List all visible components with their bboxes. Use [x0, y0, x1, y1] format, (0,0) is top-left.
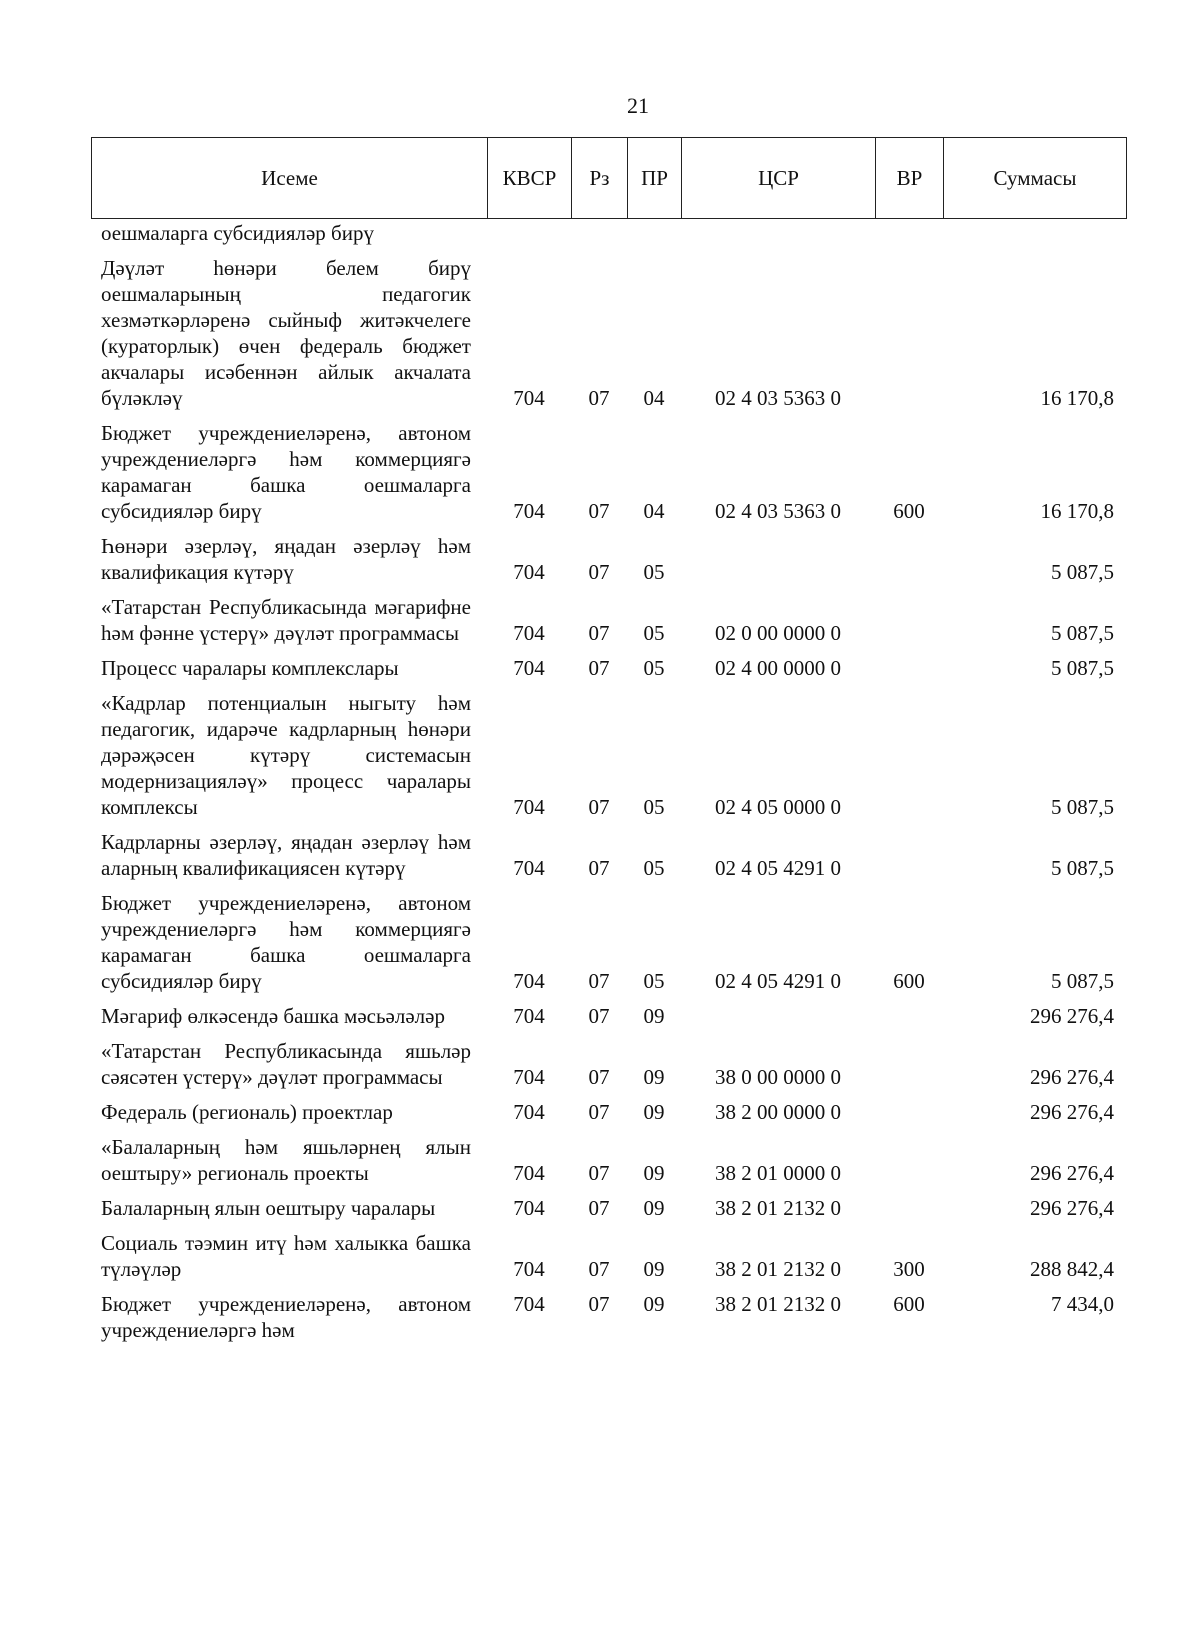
table-row	[91, 255, 1126, 411]
header-pr: ПР	[628, 138, 682, 219]
cell-name: Кадрларны әзерләү, яңадан әзерләү һәм аларның квалификациясен күтәрү	[101, 830, 471, 880]
cell-name: «Татарстан Республикасында яшьләр сәясәтен үстерү» дәүләт программасы	[101, 1039, 471, 1089]
cell-sum: 5 087,5	[1051, 656, 1114, 680]
cell-csr: 38 0 00 0000 0	[715, 1065, 841, 1089]
cell-kvsr: 704	[513, 969, 545, 993]
cell-csr: 02 4 00 0000 0	[715, 656, 841, 680]
cell-pr: 04	[643, 386, 665, 410]
cell-pr: 09	[643, 1065, 665, 1089]
cell-name: Мәгариф өлкәсендә башка мәсьәләләр	[101, 1004, 445, 1028]
cell-pr: 05	[643, 969, 665, 993]
cell-csr: 02 4 05 0000 0	[715, 795, 841, 819]
header-sum: Суммасы	[944, 138, 1127, 219]
table-row	[91, 890, 1126, 994]
cell-rz: 07	[588, 621, 610, 645]
header-vr: ВР	[876, 138, 944, 219]
cell-kvsr: 704	[513, 1292, 545, 1316]
cell-pr: 05	[643, 656, 665, 680]
table-row	[91, 1003, 1126, 1029]
table-row	[91, 1134, 1126, 1186]
header-rz: Рз	[572, 138, 628, 219]
cell-vr: 600	[893, 499, 925, 523]
cell-rz: 07	[588, 1100, 610, 1124]
cell-name: Федераль (региональ) проектлар	[101, 1100, 393, 1124]
cell-kvsr: 704	[513, 1161, 545, 1185]
cell-csr: 38 2 01 2132 0	[715, 1196, 841, 1220]
table-row	[91, 1195, 1126, 1221]
cell-kvsr: 704	[513, 795, 545, 819]
table-row	[91, 1230, 1126, 1282]
header-kvsr: КВСР	[488, 138, 572, 219]
cell-vr: 600	[893, 1292, 925, 1316]
cell-csr: 02 4 05 4291 0	[715, 969, 841, 993]
table-row	[91, 690, 1126, 820]
table-row	[91, 1099, 1126, 1125]
cell-name: Бюджет учреждениеләренә, автоном учреждениеләргә һәм	[101, 1292, 471, 1342]
cell-pr: 05	[643, 621, 665, 645]
cell-pr: 09	[643, 1196, 665, 1220]
cell-kvsr: 704	[513, 1004, 545, 1028]
cell-pr: 09	[643, 1161, 665, 1185]
cell-name: Процесс чаралары комплекслары	[101, 656, 399, 680]
page-number: 21	[627, 93, 649, 118]
cell-rz: 07	[588, 1196, 610, 1220]
cell-csr: 02 0 00 0000 0	[715, 621, 841, 645]
table-row	[91, 220, 1126, 246]
cell-name: Социаль тәэмин итү һәм халыкка башка түләүләр	[101, 1231, 471, 1281]
cell-name: Дәүләт һөнәри белем бирү оешмаларының педагогик хезмәткәрләренә сыйныф житәкчелеге (кураторлык) өчен федераль бюджет акчалары исәбеннән айлык акчалата бүләкләү	[101, 256, 471, 410]
cell-sum: 7 434,0	[1051, 1292, 1114, 1316]
cell-sum: 16 170,8	[1040, 499, 1114, 523]
cell-kvsr: 704	[513, 1257, 545, 1281]
cell-csr: 38 2 01 2132 0	[715, 1257, 841, 1281]
cell-sum: 5 087,5	[1051, 969, 1114, 993]
cell-sum: 288 842,4	[1030, 1257, 1114, 1281]
cell-sum: 296 276,4	[1030, 1100, 1114, 1124]
cell-csr: 38 2 01 2132 0	[715, 1292, 841, 1316]
cell-kvsr: 704	[513, 856, 545, 880]
cell-sum: 296 276,4	[1030, 1161, 1114, 1185]
cell-pr: 09	[643, 1257, 665, 1281]
cell-name: оешмаларга субсидияләр бирү	[101, 221, 374, 245]
cell-sum: 5 087,5	[1051, 621, 1114, 645]
cell-name: Һөнәри әзерләү, яңадан әзерләү һәм квалификация күтәрү	[101, 534, 471, 584]
table-row	[91, 420, 1126, 524]
cell-csr: 02 4 03 5363 0	[715, 386, 841, 410]
cell-pr: 05	[643, 795, 665, 819]
cell-pr: 09	[643, 1004, 665, 1028]
cell-name: «Балаларның һәм яшьләрнең ялын оештыру» региональ проекты	[101, 1135, 471, 1185]
cell-pr: 09	[643, 1292, 665, 1316]
cell-rz: 07	[588, 1292, 610, 1316]
cell-sum: 296 276,4	[1030, 1004, 1114, 1028]
cell-name: Бюджет учреждениеләренә, автоном учреждениеләргә һәм коммерциягә карамаган башка оешмаларга субсидияләр бирү	[101, 421, 471, 523]
cell-vr: 300	[893, 1257, 925, 1281]
cell-rz: 07	[588, 560, 610, 584]
cell-rz: 07	[588, 499, 610, 523]
cell-kvsr: 704	[513, 386, 545, 410]
cell-sum: 16 170,8	[1040, 386, 1114, 410]
cell-rz: 07	[588, 795, 610, 819]
cell-rz: 07	[588, 656, 610, 680]
cell-sum: 296 276,4	[1030, 1065, 1114, 1089]
cell-pr: 09	[643, 1100, 665, 1124]
table-row	[91, 829, 1126, 881]
cell-name: «Татарстан Республикасында мәгарифне һәм фәнне үстерү» дәүләт программасы	[101, 595, 471, 645]
cell-sum: 5 087,5	[1051, 560, 1114, 584]
table-row	[91, 533, 1126, 585]
cell-sum: 5 087,5	[1051, 856, 1114, 880]
cell-kvsr: 704	[513, 1065, 545, 1089]
header-name: Исеме	[92, 138, 488, 219]
cell-csr: 38 2 00 0000 0	[715, 1100, 841, 1124]
table-row	[91, 1038, 1126, 1090]
cell-name: Балаларның ялын оештыру чаралары	[101, 1196, 436, 1220]
cell-rz: 07	[588, 1161, 610, 1185]
cell-kvsr: 704	[513, 656, 545, 680]
cell-pr: 05	[643, 856, 665, 880]
cell-rz: 07	[588, 386, 610, 410]
cell-kvsr: 704	[513, 1100, 545, 1124]
cell-pr: 05	[643, 560, 665, 584]
cell-kvsr: 704	[513, 621, 545, 645]
table-row	[91, 655, 1126, 681]
header-csr: ЦСР	[682, 138, 876, 219]
table-row	[91, 1291, 1126, 1343]
cell-csr: 02 4 03 5363 0	[715, 499, 841, 523]
cell-rz: 07	[588, 969, 610, 993]
cell-pr: 04	[643, 499, 665, 523]
cell-rz: 07	[588, 1004, 610, 1028]
cell-rz: 07	[588, 1257, 610, 1281]
cell-sum: 5 087,5	[1051, 795, 1114, 819]
table-header	[91, 137, 1127, 219]
cell-rz: 07	[588, 856, 610, 880]
cell-vr: 600	[893, 969, 925, 993]
cell-kvsr: 704	[513, 560, 545, 584]
table-body	[91, 220, 1126, 1352]
cell-name: Бюджет учреждениеләренә, автоном учреждениеләргә һәм коммерциягә карамаган башка оешмаларга субсидияләр бирү	[101, 891, 471, 993]
cell-csr: 02 4 05 4291 0	[715, 856, 841, 880]
table-row	[91, 594, 1126, 646]
cell-name: «Кадрлар потенциалын ныгыту һәм педагогик, идарәче кадрларның һөнәри дәрәҗәсен күтәрү системасын модернизацияләү» процесс чаралары комплексы	[101, 691, 471, 819]
cell-sum: 296 276,4	[1030, 1196, 1114, 1220]
cell-kvsr: 704	[513, 1196, 545, 1220]
cell-csr: 38 2 01 0000 0	[715, 1161, 841, 1185]
cell-kvsr: 704	[513, 499, 545, 523]
cell-rz: 07	[588, 1065, 610, 1089]
